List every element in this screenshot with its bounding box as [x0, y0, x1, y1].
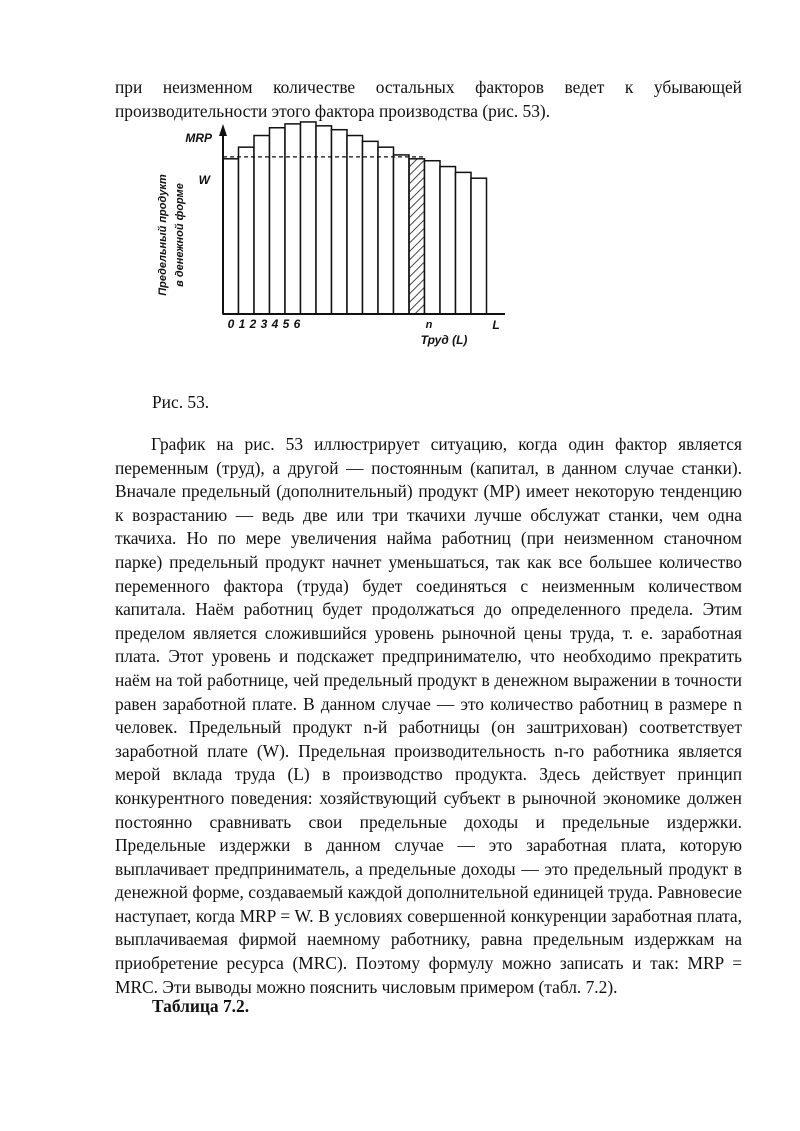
- bar: [378, 147, 394, 314]
- y-axis-label-line2: в денежной форме: [174, 183, 186, 287]
- bar: [347, 136, 363, 314]
- bar: [270, 128, 286, 314]
- x-tick-label: 3: [260, 317, 268, 331]
- x-axis-name: L: [492, 318, 500, 332]
- bar: [471, 178, 487, 314]
- x-axis-label: Труд (L): [420, 333, 468, 347]
- bar-hatched: [409, 159, 425, 314]
- x-tick-label: 5: [282, 317, 290, 331]
- y-axis-arrow: [219, 124, 227, 136]
- bar: [316, 126, 332, 314]
- bar: [254, 136, 270, 314]
- figure-53: [150, 120, 510, 355]
- table-title: Таблица 7.2.: [152, 996, 250, 1016]
- wage-label: W: [198, 173, 210, 187]
- bar: [440, 167, 456, 314]
- mrp-chart: [150, 120, 510, 350]
- body-paragraph: График на рис. 53 иллюстрирует ситуацию, когда один фактор является переменным (труд), а другой — постоянным (капитал, в данном случае станки). Вначале предельный (дополнительный) продукт (МР) имеет некоторую тенденцию к возрастанию — ведь две или три ткачихи лучше обслужат станки, чем одна ткачиха. Но по мере увеличения найма работниц (при неизменном станочном парке) предельный продукт начнет уменьшаться, так как все большее количество переменного фактора (труда) будет соединяться с неизменным количеством капитала. Наём работниц будет продолжаться до определенного предела. Этим пределом является сложившийся уровень рыночной цены труда, т. е. заработная плата. Этот уровень и подскажет предпринимателю, что необходимо прекратить наём на той работнице, чей предельный продукт в денежном выражении в точности равен заработной плате. В данном случае — это количество работниц в размере n человек. Предельный продукт n-й работницы (он заштрихован) соответствует заработной плате (W). Предельная производительность n-го работника является мерой вклада труда (L) в производство продукта. Здесь действует принцип конкурентного поведения: хозяйствующий субъект в рыночной экономике должен постоянно сравнивать свои предельные доходы и предельные издержки. Предельные издержки в данном случае — это заработная плата, которую выплачивает предприниматель, а предельные доходы — это предельный продукт в денежной форме, создаваемый каждой дополнительной единицей труда. Равновесие наступает, когда MRP = W. В условиях совершенной конкуренции заработная плата, выплачиваемая фирмой наемному работнику, равна предельным издержкам на приобретение ресурса (MRC). Поэтому формулу можно записать и так: MRP = MRC. Эти выводы можно пояснить числовым примером (табл. 7.2).: [115, 434, 742, 997]
- y-axis-name: MRP: [185, 131, 212, 145]
- x-tick-label: 4: [271, 317, 279, 331]
- x-tick-label: 6: [293, 317, 301, 331]
- intro-paragraph: при неизменном количестве остальных факторов ведет к убывающей производительности этого фактора производства (рис. 53).: [115, 77, 742, 121]
- x-tick-label: 2: [249, 317, 257, 331]
- bar: [425, 161, 441, 314]
- bar: [285, 124, 301, 314]
- bar: [456, 172, 472, 314]
- bar: [301, 122, 317, 314]
- bar: [239, 147, 255, 314]
- bar: [363, 141, 379, 314]
- x-tick-label: 0: [227, 317, 235, 331]
- n-label: n: [425, 319, 433, 331]
- bar: [394, 155, 410, 314]
- bar: [223, 159, 239, 314]
- y-axis-label-line1: Предельный продукт: [157, 174, 169, 296]
- x-tick-label: 1: [238, 317, 246, 331]
- figure-caption: Рис. 53.: [152, 392, 210, 412]
